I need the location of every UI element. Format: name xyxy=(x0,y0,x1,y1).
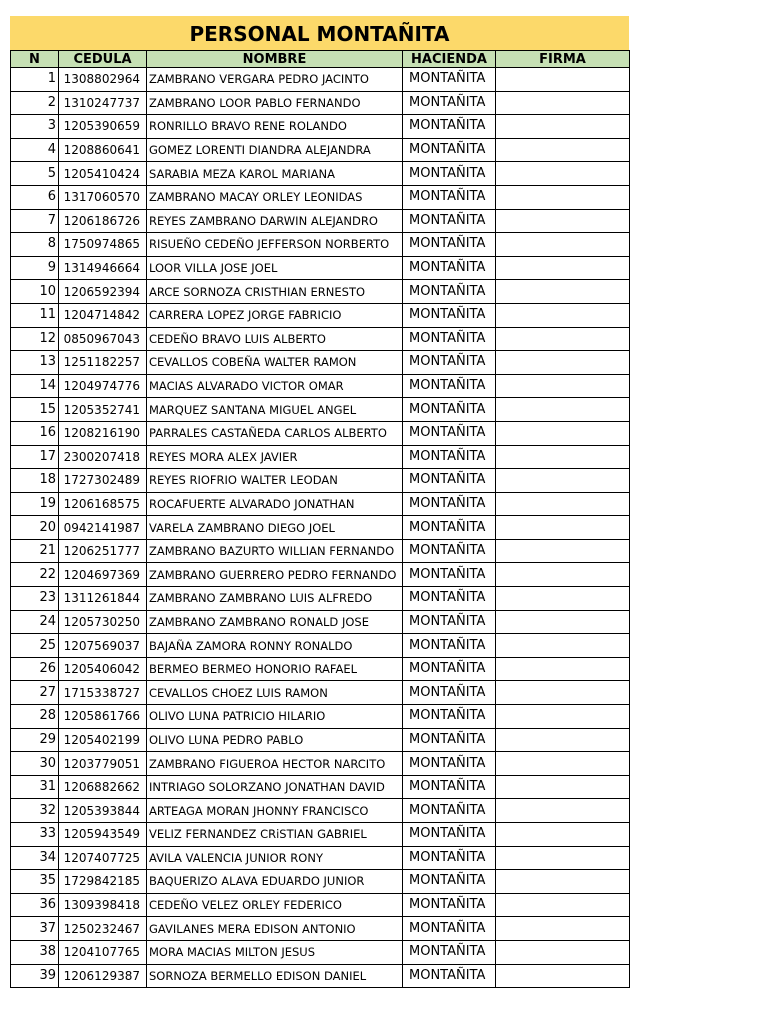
table-row xyxy=(11,115,630,139)
hacienda-cell: MONTAÑITA xyxy=(403,516,496,540)
row-number: 2 xyxy=(11,91,59,115)
cedula-cell: 1251182257 xyxy=(59,351,147,375)
hacienda-cell: MONTAÑITA xyxy=(403,233,496,257)
hacienda-cell: MONTAÑITA xyxy=(403,539,496,563)
table-row xyxy=(11,610,630,634)
firma-cell xyxy=(496,610,630,634)
firma-cell xyxy=(496,327,630,351)
row-number: 26 xyxy=(11,657,59,681)
table-row xyxy=(11,327,630,351)
cedula-cell: 1204714842 xyxy=(59,303,147,327)
nombre-cell: RISUEÑO CEDEÑO JEFFERSON NORBERTO xyxy=(147,233,403,257)
table-row xyxy=(11,657,630,681)
table-row xyxy=(11,516,630,540)
table-row xyxy=(11,303,630,327)
hacienda-cell: MONTAÑITA xyxy=(403,327,496,351)
cedula-cell: 1205730250 xyxy=(59,610,147,634)
nombre-cell: CEDEÑO VELEZ ORLEY FEDERICO xyxy=(147,893,403,917)
header-cedula: CEDULA xyxy=(59,51,147,68)
nombre-cell: OLIVO LUNA PATRICIO HILARIO xyxy=(147,705,403,729)
firma-cell xyxy=(496,775,630,799)
nombre-cell: MACIAS ALVARADO VICTOR OMAR xyxy=(147,374,403,398)
row-number: 20 xyxy=(11,516,59,540)
nombre-cell: CEDEÑO BRAVO LUIS ALBERTO xyxy=(147,327,403,351)
hacienda-cell: MONTAÑITA xyxy=(403,681,496,705)
row-number: 38 xyxy=(11,940,59,964)
row-number: 33 xyxy=(11,823,59,847)
header-n: N xyxy=(11,51,59,68)
cedula-cell: 1208860641 xyxy=(59,138,147,162)
table-row xyxy=(11,634,630,658)
hacienda-cell: MONTAÑITA xyxy=(403,823,496,847)
cedula-cell: 1205410424 xyxy=(59,162,147,186)
hacienda-cell: MONTAÑITA xyxy=(403,115,496,139)
hacienda-cell: MONTAÑITA xyxy=(403,256,496,280)
cedula-cell: 1250232467 xyxy=(59,917,147,941)
hacienda-cell: MONTAÑITA xyxy=(403,846,496,870)
firma-cell xyxy=(496,91,630,115)
cedula-cell: 1750974865 xyxy=(59,233,147,257)
table-row xyxy=(11,185,630,209)
table-row xyxy=(11,280,630,304)
row-number: 31 xyxy=(11,775,59,799)
row-number: 6 xyxy=(11,185,59,209)
table-row xyxy=(11,162,630,186)
cedula-cell: 1205393844 xyxy=(59,799,147,823)
cedula-cell: 1206592394 xyxy=(59,280,147,304)
table-row xyxy=(11,374,630,398)
cedula-cell: 1204107765 xyxy=(59,940,147,964)
header-row xyxy=(11,51,630,68)
firma-cell xyxy=(496,964,630,988)
cedula-cell: 1206251777 xyxy=(59,539,147,563)
nombre-cell: CEVALLOS COBEÑA WALTER RAMON xyxy=(147,351,403,375)
table-row xyxy=(11,846,630,870)
cedula-cell: 0850967043 xyxy=(59,327,147,351)
row-number: 34 xyxy=(11,846,59,870)
hacienda-cell: MONTAÑITA xyxy=(403,799,496,823)
hacienda-cell: MONTAÑITA xyxy=(403,634,496,658)
hacienda-cell: MONTAÑITA xyxy=(403,138,496,162)
firma-cell xyxy=(496,634,630,658)
row-number: 36 xyxy=(11,893,59,917)
firma-cell xyxy=(496,728,630,752)
cedula-cell: 1205402199 xyxy=(59,728,147,752)
firma-cell xyxy=(496,492,630,516)
table-row xyxy=(11,681,630,705)
header-hacienda: HACIENDA xyxy=(403,51,496,68)
hacienda-cell: MONTAÑITA xyxy=(403,964,496,988)
firma-cell xyxy=(496,657,630,681)
table-row xyxy=(11,492,630,516)
hacienda-cell: MONTAÑITA xyxy=(403,68,496,92)
hacienda-cell: MONTAÑITA xyxy=(403,162,496,186)
firma-cell xyxy=(496,138,630,162)
hacienda-cell: MONTAÑITA xyxy=(403,398,496,422)
header-firma: FIRMA xyxy=(496,51,630,68)
row-number: 24 xyxy=(11,610,59,634)
firma-cell xyxy=(496,846,630,870)
nombre-cell: ZAMBRANO MACAY ORLEY LEONIDAS xyxy=(147,185,403,209)
cedula-cell: 0942141987 xyxy=(59,516,147,540)
table-row xyxy=(11,728,630,752)
firma-cell xyxy=(496,303,630,327)
nombre-cell: VELIZ FERNANDEZ CRiSTIAN GABRIEL xyxy=(147,823,403,847)
firma-cell xyxy=(496,799,630,823)
table-row xyxy=(11,68,630,92)
table-row xyxy=(11,823,630,847)
hacienda-cell: MONTAÑITA xyxy=(403,917,496,941)
hacienda-cell: MONTAÑITA xyxy=(403,209,496,233)
row-number: 21 xyxy=(11,539,59,563)
row-number: 32 xyxy=(11,799,59,823)
firma-cell xyxy=(496,115,630,139)
firma-cell xyxy=(496,185,630,209)
firma-cell xyxy=(496,445,630,469)
cedula-cell: 1311261844 xyxy=(59,587,147,611)
nombre-cell: AVILA VALENCIA JUNIOR RONY xyxy=(147,846,403,870)
hacienda-cell: MONTAÑITA xyxy=(403,280,496,304)
nombre-cell: ZAMBRANO BAZURTO WILLIAN FERNANDO xyxy=(147,539,403,563)
nombre-cell: PARRALES CASTAÑEDA CARLOS ALBERTO xyxy=(147,421,403,445)
table-row xyxy=(11,469,630,493)
cedula-cell: 1727302489 xyxy=(59,469,147,493)
table-row xyxy=(11,940,630,964)
nombre-cell: BAQUERIZO ALAVA EDUARDO JUNIOR xyxy=(147,870,403,894)
table-body xyxy=(11,68,630,988)
firma-cell xyxy=(496,162,630,186)
row-number: 11 xyxy=(11,303,59,327)
row-number: 22 xyxy=(11,563,59,587)
nombre-cell: VARELA ZAMBRANO DIEGO JOEL xyxy=(147,516,403,540)
table-row xyxy=(11,351,630,375)
nombre-cell: ZAMBRANO FIGUEROA HECTOR NARCITO xyxy=(147,752,403,776)
row-number: 23 xyxy=(11,587,59,611)
cedula-cell: 1715338727 xyxy=(59,681,147,705)
hacienda-cell: MONTAÑITA xyxy=(403,940,496,964)
row-number: 17 xyxy=(11,445,59,469)
nombre-cell: ZAMBRANO LOOR PABLO FERNANDO xyxy=(147,91,403,115)
firma-cell xyxy=(496,68,630,92)
row-number: 19 xyxy=(11,492,59,516)
hacienda-cell: MONTAÑITA xyxy=(403,775,496,799)
row-number: 8 xyxy=(11,233,59,257)
row-number: 30 xyxy=(11,752,59,776)
row-number: 14 xyxy=(11,374,59,398)
cedula-cell: 1206882662 xyxy=(59,775,147,799)
cedula-cell: 1204974776 xyxy=(59,374,147,398)
row-number: 1 xyxy=(11,68,59,92)
firma-cell xyxy=(496,374,630,398)
cedula-cell: 1310247737 xyxy=(59,91,147,115)
table-row xyxy=(11,138,630,162)
table-row xyxy=(11,752,630,776)
nombre-cell: ZAMBRANO ZAMBRANO LUIS ALFREDO xyxy=(147,587,403,611)
nombre-cell: MARQUEZ SANTANA MIGUEL ANGEL xyxy=(147,398,403,422)
table-row xyxy=(11,917,630,941)
cedula-cell: 1207407725 xyxy=(59,846,147,870)
hacienda-cell: MONTAÑITA xyxy=(403,657,496,681)
nombre-cell: REYES MORA ALEX JAVIER xyxy=(147,445,403,469)
cedula-cell: 2300207418 xyxy=(59,445,147,469)
row-number: 12 xyxy=(11,327,59,351)
nombre-cell: ARTEAGA MORAN JHONNY FRANCISCO xyxy=(147,799,403,823)
table-row xyxy=(11,893,630,917)
firma-cell xyxy=(496,705,630,729)
firma-cell xyxy=(496,421,630,445)
sheet-title: PERSONAL MONTAÑITA xyxy=(10,16,629,50)
firma-cell xyxy=(496,940,630,964)
hacienda-cell: MONTAÑITA xyxy=(403,893,496,917)
row-number: 7 xyxy=(11,209,59,233)
cedula-cell: 1309398418 xyxy=(59,893,147,917)
nombre-cell: GOMEZ LORENTI DIANDRA ALEJANDRA xyxy=(147,138,403,162)
nombre-cell: OLIVO LUNA PEDRO PABLO xyxy=(147,728,403,752)
nombre-cell: CEVALLOS CHOEZ LUIS RAMON xyxy=(147,681,403,705)
firma-cell xyxy=(496,209,630,233)
hacienda-cell: MONTAÑITA xyxy=(403,705,496,729)
row-number: 39 xyxy=(11,964,59,988)
cedula-cell: 1205352741 xyxy=(59,398,147,422)
row-number: 27 xyxy=(11,681,59,705)
firma-cell xyxy=(496,516,630,540)
table-row xyxy=(11,705,630,729)
header-nombre: NOMBRE xyxy=(147,51,403,68)
hacienda-cell: MONTAÑITA xyxy=(403,610,496,634)
table-row xyxy=(11,870,630,894)
cedula-cell: 1204697369 xyxy=(59,563,147,587)
nombre-cell: ZAMBRANO ZAMBRANO RONALD JOSE xyxy=(147,610,403,634)
firma-cell xyxy=(496,893,630,917)
row-number: 9 xyxy=(11,256,59,280)
firma-cell xyxy=(496,823,630,847)
hacienda-cell: MONTAÑITA xyxy=(403,492,496,516)
cedula-cell: 1206186726 xyxy=(59,209,147,233)
cedula-cell: 1308802964 xyxy=(59,68,147,92)
row-number: 35 xyxy=(11,870,59,894)
row-number: 10 xyxy=(11,280,59,304)
cedula-cell: 1205943549 xyxy=(59,823,147,847)
hacienda-cell: MONTAÑITA xyxy=(403,728,496,752)
firma-cell xyxy=(496,563,630,587)
hacienda-cell: MONTAÑITA xyxy=(403,185,496,209)
hacienda-cell: MONTAÑITA xyxy=(403,445,496,469)
table-row xyxy=(11,398,630,422)
row-number: 3 xyxy=(11,115,59,139)
row-number: 28 xyxy=(11,705,59,729)
row-number: 5 xyxy=(11,162,59,186)
row-number: 4 xyxy=(11,138,59,162)
nombre-cell: SARABIA MEZA KAROL MARIANA xyxy=(147,162,403,186)
cedula-cell: 1207569037 xyxy=(59,634,147,658)
firma-cell xyxy=(496,870,630,894)
cedula-cell: 1208216190 xyxy=(59,421,147,445)
cedula-cell: 1314946664 xyxy=(59,256,147,280)
cedula-cell: 1317060570 xyxy=(59,185,147,209)
firma-cell xyxy=(496,539,630,563)
nombre-cell: INTRIAGO SOLORZANO JONATHAN DAVID xyxy=(147,775,403,799)
hacienda-cell: MONTAÑITA xyxy=(403,752,496,776)
row-number: 18 xyxy=(11,469,59,493)
hacienda-cell: MONTAÑITA xyxy=(403,91,496,115)
row-number: 15 xyxy=(11,398,59,422)
row-number: 37 xyxy=(11,917,59,941)
table-row xyxy=(11,445,630,469)
nombre-cell: LOOR VILLA JOSE JOEL xyxy=(147,256,403,280)
table-row xyxy=(11,775,630,799)
table-row xyxy=(11,91,630,115)
nombre-cell: ZAMBRANO GUERRERO PEDRO FERNANDO xyxy=(147,563,403,587)
personnel-table xyxy=(10,50,630,988)
cedula-cell: 1205390659 xyxy=(59,115,147,139)
table-row xyxy=(11,587,630,611)
nombre-cell: CARRERA LOPEZ JORGE FABRICIO xyxy=(147,303,403,327)
nombre-cell: BERMEO BERMEO HONORIO RAFAEL xyxy=(147,657,403,681)
hacienda-cell: MONTAÑITA xyxy=(403,374,496,398)
table-row xyxy=(11,563,630,587)
hacienda-cell: MONTAÑITA xyxy=(403,469,496,493)
nombre-cell: RONRILLO BRAVO RENE ROLANDO xyxy=(147,115,403,139)
table-row xyxy=(11,233,630,257)
nombre-cell: REYES ZAMBRANO DARWIN ALEJANDRO xyxy=(147,209,403,233)
table-row xyxy=(11,256,630,280)
nombre-cell: ARCE SORNOZA CRISTHIAN ERNESTO xyxy=(147,280,403,304)
row-number: 25 xyxy=(11,634,59,658)
firma-cell xyxy=(496,256,630,280)
cedula-cell: 1206168575 xyxy=(59,492,147,516)
nombre-cell: SORNOZA BERMELLO EDISON DANIEL xyxy=(147,964,403,988)
hacienda-cell: MONTAÑITA xyxy=(403,870,496,894)
firma-cell xyxy=(496,917,630,941)
nombre-cell: MORA MACIAS MILTON JESUS xyxy=(147,940,403,964)
firma-cell xyxy=(496,587,630,611)
firma-cell xyxy=(496,280,630,304)
table-row xyxy=(11,539,630,563)
nombre-cell: REYES RIOFRIO WALTER LEODAN xyxy=(147,469,403,493)
nombre-cell: GAVILANES MERA EDISON ANTONIO xyxy=(147,917,403,941)
cedula-cell: 1205406042 xyxy=(59,657,147,681)
nombre-cell: BAJAÑA ZAMORA RONNY RONALDO xyxy=(147,634,403,658)
row-number: 29 xyxy=(11,728,59,752)
table-row xyxy=(11,964,630,988)
nombre-cell: ROCAFUERTE ALVARADO JONATHAN xyxy=(147,492,403,516)
firma-cell xyxy=(496,233,630,257)
personnel-sheet xyxy=(10,16,629,988)
cedula-cell: 1203779051 xyxy=(59,752,147,776)
cedula-cell: 1205861766 xyxy=(59,705,147,729)
cedula-cell: 1729842185 xyxy=(59,870,147,894)
firma-cell xyxy=(496,398,630,422)
hacienda-cell: MONTAÑITA xyxy=(403,421,496,445)
table-row xyxy=(11,209,630,233)
firma-cell xyxy=(496,681,630,705)
hacienda-cell: MONTAÑITA xyxy=(403,563,496,587)
firma-cell xyxy=(496,752,630,776)
firma-cell xyxy=(496,351,630,375)
hacienda-cell: MONTAÑITA xyxy=(403,303,496,327)
table-row xyxy=(11,799,630,823)
hacienda-cell: MONTAÑITA xyxy=(403,351,496,375)
nombre-cell: ZAMBRANO VERGARA PEDRO JACINTO xyxy=(147,68,403,92)
row-number: 13 xyxy=(11,351,59,375)
hacienda-cell: MONTAÑITA xyxy=(403,587,496,611)
cedula-cell: 1206129387 xyxy=(59,964,147,988)
table-row xyxy=(11,421,630,445)
firma-cell xyxy=(496,469,630,493)
row-number: 16 xyxy=(11,421,59,445)
